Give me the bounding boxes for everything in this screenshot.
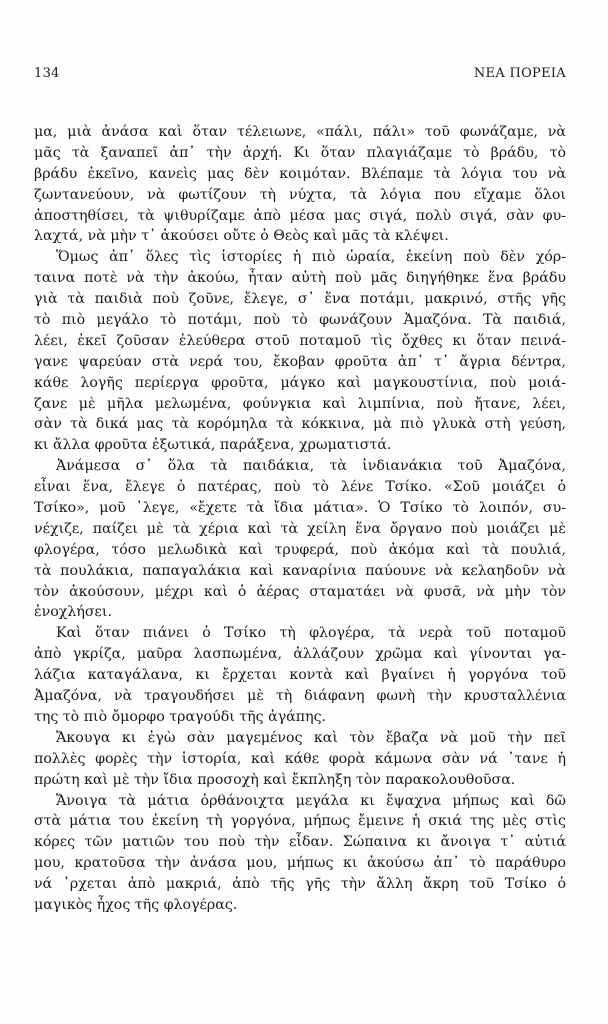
text-line: ζωντανεύουν, νὰ φωτίζουν τὴ νύχτα, τὰ λόγια που εἴχαμε ὅλοι (34, 186, 566, 203)
text-line: μου, κρατοῦσα τὴν ἀνάσα μου, μήπως κι ἀκούσω ἀπ᾿ τὸ παράθυρο (34, 855, 566, 872)
page-header (34, 66, 566, 86)
text-line: κι ἄλλα φροῦτα ἐξωτικά, παράξενα, χρωματιστά. (34, 437, 392, 454)
text-line: νέχιζε, παίζει μὲ τὰ χέρια καὶ τὰ χείλη ἕνα ὄργανο ποὺ μοιάζει μὲ (34, 520, 566, 537)
text-line: ἀποστηθίσει, τὰ ψιθυρίζαμε ἀπὸ μέσα μας σιγά, πολὺ σιγά, σὰν φυ- (34, 207, 566, 224)
paragraph-start-line: Ἀνάμεσα σ᾿ ὅλα τὰ παιδάκια, τὰ ἰνδιανάκια τοῦ Ἀμαζόνα, (56, 458, 566, 475)
text-line: νά ᾿ρχεται ἀπὸ μακριά, ἀπὸ τῆς γῆς τὴν ἄλλη ἄκρη τοῦ Τσίκο ὁ (34, 876, 566, 893)
text-line: ταινα ποτὲ νὰ τὴν ἀκούω, ἦταν αὐτὴ ποὺ μᾶς διηγήθηκε ἕνα βράδυ (34, 270, 566, 287)
text-line: ἀπὸ γκρίζα, μαῦρα λασπωμένα, ἀλλάζουν χρῶμα καὶ γίνονται γα- (34, 646, 566, 663)
paragraph-start-line: Καὶ ὅταν πιάνει ὁ Τσίκο τὴ φλογέρα, τὰ νερὰ τοῦ ποταμοῦ (56, 625, 566, 642)
text-line: γιὰ τὰ παιδιὰ ποὺ ζοῦνε, ἔλεγε, σ᾿ ἕνα ποτάμι, μακρινό, στῆς γῆς (34, 291, 566, 308)
text-line: γανε ψαρεύαν στὰ νερά του, ἔκοβαν φροῦτα ἀπ᾿ τ᾿ ἄγρια δέντρα, (34, 353, 566, 370)
text-line: Ἀμαζόνα, νὰ τραγουδήσει μὲ τὴ διάφανη φωνὴ τὴν κρυσταλλένια (34, 688, 566, 705)
text-line: μα, μιὰ ἀνάσα καὶ ὅταν τέλειωνε, «πάλι, πάλι» τοῦ φωνάζαμε, νὰ (34, 124, 566, 140)
text-line: στὰ μάτια του ἐκείνη τὴ γοργόνα, μήπως ἔμεινε ἡ σκιά της μὲς στὶς (34, 813, 566, 830)
text-line: μαγικὸς ἦχος τῆς φλογέρας. (34, 896, 238, 913)
text-line: λαχτά, νὰ μὴν τ᾿ ἀκούσει οὔτε ὁ Θεὸς καὶ μᾶς τὰ κλέψει. (34, 228, 449, 245)
running-title: ΝΕΑ ΠΟΡΕΙΑ (473, 66, 566, 81)
paragraph-start-line: Ἄκουγα κι ἐγὼ σὰν μαγεμένος καὶ τὸν ἔβαζα νὰ μοῦ τὴν πεῖ (56, 729, 566, 746)
text-line: βράδυ ἐκεῖνο, κανεὶς μας δὲν κοιμόταν. Βλέπαμε τὰ λόγια του νὰ (34, 165, 566, 182)
text-line: σὰν τὰ δικά μας τὰ κορόμηλα τὰ κόκκινα, μὰ πιὸ γλυκὰ στὴ γεύση, (34, 416, 566, 433)
text-line: τὸ πιὸ μεγάλο τὸ ποτάμι, ποὺ τὸ φωνάζουν Ἀμαζόνα. Τὰ παιδιά, (34, 312, 566, 329)
text-line: εἶναι ἕνα, ἔλεγε ὁ πατέρας, ποὺ τὸ λένε Τσίκο. «Σοῦ μοιάζει ὁ (34, 479, 566, 496)
text-line: ζανε μὲ μῆλα μελωμένα, φούνγκια καὶ λιμπίνια, ποὺ ἤτανε, λέει, (34, 395, 566, 412)
text-line: Τσίκο», μοῦ ᾿λεγε, «ἔχετε τὰ ἴδια μάτια». Ὁ Τσίκο τὸ λοιπόν, συ- (34, 500, 566, 517)
text-line: τὸν ἀκούσουν, μέχρι καὶ ὁ ἀέρας σταματάει νὰ φυσᾶ, νὰ μὴν τὸν (34, 583, 566, 600)
text-line: λάζια καταγάλανα, κι ἔρχεται κοντὰ καὶ βγαίνει ἡ γοργόνα τοῦ (34, 667, 566, 684)
text-line: τὰ πουλάκια, παπαγαλάκια καὶ καναρίνια παύουνε νὰ κελαηδοῦν νὰ (34, 562, 566, 579)
page-number: 134 (34, 66, 60, 81)
text-line: ἐνοχλήσει. (34, 604, 112, 621)
paragraph-start-line: Ὅμως ἀπ᾿ ὅλες τὶς ἱστορίες ἡ πιὸ ὡραία, ἐκείνη ποὺ δὲν χόρ- (56, 249, 566, 266)
paragraph-start-line: Ἄνοιγα τὰ μάτια ὀρθάνοιχτα μεγάλα κι ἔψαχνα μήπως καὶ δῶ (56, 792, 566, 809)
text-line: πρώτη καὶ μὲ τὴν ἴδια προσοχὴ καὶ ἔκπληξη τὸν παρακολουθοῦσα. (34, 771, 516, 788)
text-line: λέει, ἐκεῖ ζοῦσαν ἐλεύθερα στοῦ ποταμοῦ τὶς ὄχθες κι ὅταν πεινά- (34, 332, 566, 349)
text-line: της τὸ πιὸ ὄμορφο τραγούδι τῆς ἀγάπης. (34, 708, 327, 725)
text-line: μᾶς τὰ ξαναπεῖ ἀπ᾿ τὴν ἀρχή. Κι ὅταν πλαγιάζαμε τὸ βράδυ, τὸ (34, 144, 566, 161)
text-line: πολλὲς φορὲς τὴν ἱστορία, καὶ κάθε φορὰ κάμωνα σὰν νά ᾿τανε ἡ (34, 750, 566, 767)
body-text (34, 122, 566, 916)
text-line: κόρες τῶν ματιῶν του ποὺ τὴν εἶδαν. Σώπαινα κι ἄνοιγα τ᾿ αὐτιά (34, 834, 566, 851)
text-line: κάθε λογῆς περίεργα φροῦτα, μάγκο καὶ μαγκουστίνια, ποὺ μοιά- (34, 374, 566, 391)
text-line: φλογέρα, τόσο μελωδικὰ καὶ τρυφερά, ποὺ ἀκόμα καὶ τὰ πουλιά, (34, 541, 566, 558)
